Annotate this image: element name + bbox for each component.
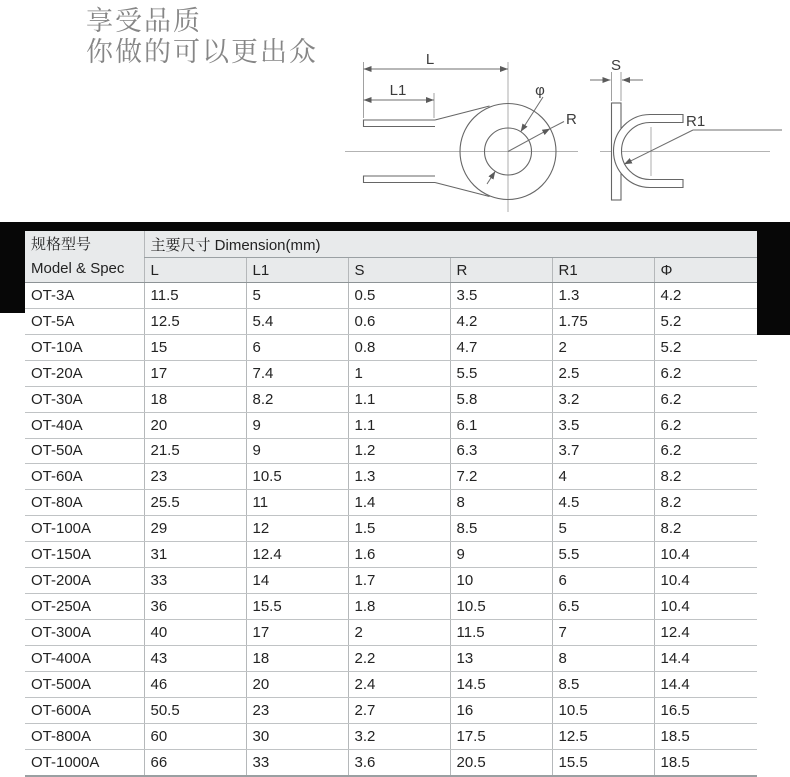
value-cell: 8.2 [654,464,757,490]
model-cell: OT-400A [25,645,144,671]
dim-label-S: S [610,57,622,74]
title-line1: 享受品质 [86,6,202,36]
value-cell: 6.2 [654,386,757,412]
value-cell: 1.5 [348,516,450,542]
value-cell: 43 [144,645,246,671]
column-header-S: S [348,258,450,283]
model-cell: OT-100A [25,516,144,542]
value-cell: 10.5 [552,697,654,723]
value-cell: 14 [246,568,348,594]
table-row [25,671,757,697]
value-cell: 5 [246,283,348,309]
value-cell: 10.4 [654,568,757,594]
value-cell: 11 [246,490,348,516]
value-cell: 3.2 [552,386,654,412]
table-row [25,490,757,516]
frame-right-bar [757,222,790,335]
model-cell: OT-200A [25,568,144,594]
value-cell: 8 [552,645,654,671]
value-cell: 17.5 [450,723,552,749]
taper-line-bottom [435,183,490,197]
table-row [25,386,757,412]
value-cell: 36 [144,594,246,620]
value-cell: 10.4 [654,542,757,568]
barrel-cross-section [614,115,684,188]
value-cell: 5.5 [450,360,552,386]
value-cell: 2 [348,619,450,645]
value-cell: 9 [450,542,552,568]
value-cell: 23 [144,464,246,490]
value-cell: 1.8 [348,594,450,620]
value-cell: 3.5 [450,283,552,309]
value-cell: 2.5 [552,360,654,386]
dim-label-L1: L1 [389,82,407,99]
value-cell: 5.8 [450,386,552,412]
model-cell: OT-600A [25,697,144,723]
value-cell: 12.5 [144,308,246,334]
value-cell: 18.5 [654,723,757,749]
value-cell: 6 [552,568,654,594]
dim-label-phi: φ [535,82,545,99]
value-cell: 1 [348,360,450,386]
value-cell: 1.6 [348,542,450,568]
page-title [86,6,318,68]
table-row [25,542,757,568]
dimension-header: 主要尺寸 Dimension(mm) [144,231,757,258]
value-cell: 66 [144,749,246,775]
value-cell: 0.6 [348,308,450,334]
value-cell: 1.75 [552,308,654,334]
terminal-front-view-diagram [340,50,590,215]
table-row [25,308,757,334]
value-cell: 10 [450,568,552,594]
table-row [25,619,757,645]
value-cell: 5.2 [654,334,757,360]
table-row [25,334,757,360]
value-cell: 33 [144,568,246,594]
value-cell: 17 [246,619,348,645]
model-spec-header [25,231,144,283]
table-row [25,723,757,749]
column-header-R1: R1 [552,258,654,283]
model-cell: OT-60A [25,464,144,490]
model-spec-header-cn: 规格型号 [31,235,92,253]
value-cell: 1.3 [552,283,654,309]
leader-line-phi-2 [487,171,495,184]
value-cell: 15.5 [552,749,654,775]
table-row [25,568,757,594]
value-cell: 6.5 [552,594,654,620]
value-cell: 14.4 [654,671,757,697]
spec-table [25,231,757,777]
table-body [25,283,757,776]
value-cell: 11.5 [450,619,552,645]
value-cell: 5.4 [246,308,348,334]
terminal-side-view-diagram [585,55,790,210]
header-row-1 [25,231,757,258]
value-cell: 18 [246,645,348,671]
value-cell: 10.5 [450,594,552,620]
value-cell: 4.7 [450,334,552,360]
value-cell: 1.1 [348,412,450,438]
value-cell: 17 [144,360,246,386]
value-cell: 12.4 [246,542,348,568]
value-cell: 7.2 [450,464,552,490]
table-row [25,697,757,723]
value-cell: 1.3 [348,464,450,490]
leader-line-R-tail [550,122,564,129]
value-cell: 20 [144,412,246,438]
model-cell: OT-300A [25,619,144,645]
value-cell: 6.2 [654,412,757,438]
value-cell: 11.5 [144,283,246,309]
value-cell: 6.2 [654,360,757,386]
value-cell: 9 [246,438,348,464]
value-cell: 1.7 [348,568,450,594]
value-cell: 8.2 [654,516,757,542]
model-spec-header-en: Model & Spec [31,259,125,277]
model-cell: OT-80A [25,490,144,516]
value-cell: 10.4 [654,594,757,620]
leader-line-R1 [624,130,693,164]
model-cell: OT-5A [25,308,144,334]
value-cell: 9 [246,412,348,438]
table-row [25,283,757,309]
frame-left-bar [0,222,25,313]
value-cell: 16.5 [654,697,757,723]
model-cell: OT-1000A [25,749,144,775]
value-cell: 1.2 [348,438,450,464]
value-cell: 16 [450,697,552,723]
table-row [25,464,757,490]
value-cell: 18 [144,386,246,412]
value-cell: 18.5 [654,749,757,775]
value-cell: 6 [246,334,348,360]
value-cell: 0.8 [348,334,450,360]
value-cell: 5.5 [552,542,654,568]
value-cell: 1.4 [348,490,450,516]
model-cell: OT-500A [25,671,144,697]
column-header-R: R [450,258,552,283]
value-cell: 2 [552,334,654,360]
value-cell: 14.5 [450,671,552,697]
model-cell: OT-20A [25,360,144,386]
value-cell: 3.5 [552,412,654,438]
value-cell: 2.2 [348,645,450,671]
model-cell: OT-150A [25,542,144,568]
model-cell: OT-50A [25,438,144,464]
value-cell: 6.3 [450,438,552,464]
frame-top-bar [0,222,790,231]
value-cell: 30 [246,723,348,749]
value-cell: 50.5 [144,697,246,723]
value-cell: 60 [144,723,246,749]
value-cell: 25.5 [144,490,246,516]
value-cell: 4.2 [654,283,757,309]
dim-label-L: L [425,51,435,68]
table-row [25,360,757,386]
value-cell: 4.2 [450,308,552,334]
value-cell: 8.2 [654,490,757,516]
model-cell: OT-250A [25,594,144,620]
leader-line-R [508,129,550,152]
column-header-L: L [144,258,246,283]
value-cell: 4.5 [552,490,654,516]
value-cell: 14.4 [654,645,757,671]
value-cell: 3.6 [348,749,450,775]
value-cell: 31 [144,542,246,568]
title-line2: 你做的可以更出众 [86,37,318,67]
value-cell: 20.5 [450,749,552,775]
value-cell: 8.5 [552,671,654,697]
column-header-Φ: Φ [654,258,757,283]
table-row [25,749,757,775]
value-cell: 12.5 [552,723,654,749]
value-cell: 6.1 [450,412,552,438]
value-cell: 20 [246,671,348,697]
table-row [25,516,757,542]
table-row [25,594,757,620]
value-cell: 15.5 [246,594,348,620]
value-cell: 5.2 [654,308,757,334]
value-cell: 8.5 [450,516,552,542]
dim-label-R: R [566,111,577,128]
column-header-L1: L1 [246,258,348,283]
value-cell: 12 [246,516,348,542]
value-cell: 4 [552,464,654,490]
value-cell: 13 [450,645,552,671]
model-cell: OT-30A [25,386,144,412]
value-cell: 6.2 [654,438,757,464]
taper-line-top [435,106,490,120]
table-row [25,412,757,438]
model-cell: OT-40A [25,412,144,438]
model-cell: OT-3A [25,283,144,309]
model-cell: OT-800A [25,723,144,749]
value-cell: 7.4 [246,360,348,386]
model-cell: OT-10A [25,334,144,360]
value-cell: 2.4 [348,671,450,697]
value-cell: 2.7 [348,697,450,723]
value-cell: 1.1 [348,386,450,412]
value-cell: 21.5 [144,438,246,464]
table-row [25,645,757,671]
value-cell: 7 [552,619,654,645]
value-cell: 15 [144,334,246,360]
value-cell: 0.5 [348,283,450,309]
value-cell: 10.5 [246,464,348,490]
value-cell: 46 [144,671,246,697]
dim-label-R1: R1 [686,113,706,130]
value-cell: 8 [450,490,552,516]
value-cell: 5 [552,516,654,542]
value-cell: 3.7 [552,438,654,464]
value-cell: 40 [144,619,246,645]
value-cell: 8.2 [246,386,348,412]
value-cell: 33 [246,749,348,775]
value-cell: 12.4 [654,619,757,645]
value-cell: 3.2 [348,723,450,749]
leader-line-phi [521,97,543,132]
table-row [25,438,757,464]
value-cell: 23 [246,697,348,723]
value-cell: 29 [144,516,246,542]
